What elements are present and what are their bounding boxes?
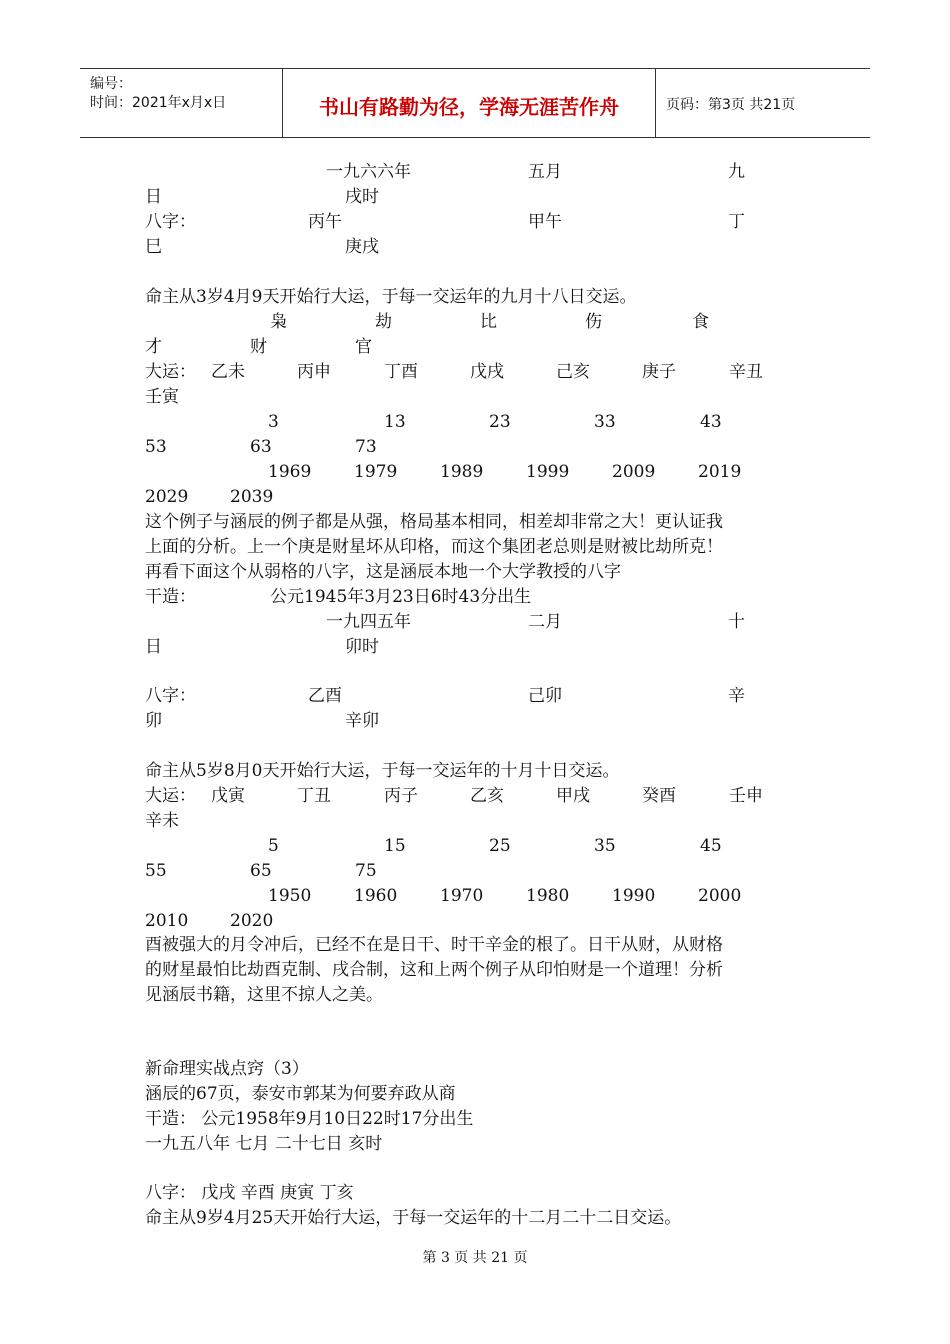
page-header [80,68,870,138]
c1-day-a: 九 [728,162,745,182]
c1-age: 53 [145,437,167,457]
paragraph-line: 这个例子与涵辰的例子都是从强，格局基本相同，相差却非常之大！更认证我 [145,512,723,532]
c1-god-4: 伤 [585,312,602,332]
paragraph-line: 见涵辰书籍，这里不掠人之美。 [145,985,383,1005]
c1-year-start: 2019 [698,462,742,482]
c1-year-start: 2039 [230,487,274,507]
c2-age: 45 [700,836,722,856]
c2-month: 二月 [528,612,562,632]
c2-bazi-label: 八字： [145,686,196,706]
c1-month: 五月 [528,162,562,182]
c2-year-start: 1950 [268,886,312,906]
c1-dayun-6: 庚子 [642,362,676,382]
c1-god-5: 食 [692,312,709,332]
time-label: 时间：2021年x月x日 [90,95,227,111]
c2-dayun-5: 甲戌 [556,786,590,806]
c2-start-line: 命主从5岁8月0天开始行大运，于每一交运年的十月十日交运。 [145,761,620,781]
c2-year-start: 2010 [145,911,189,931]
c2-age: 55 [145,861,167,881]
c2-qianzao-label: 干造： [145,587,196,607]
paragraph-line: 一九五八年 七月 二十七日 亥时 [145,1134,383,1154]
page-info: 页码：第3页 共21页 [666,97,796,113]
c2-age: 75 [355,861,377,881]
c2-year: 一九四五年 [326,612,411,632]
c2-age: 65 [250,861,272,881]
c1-dayun-2: 丙申 [297,362,331,382]
c2-year-start: 1960 [354,886,398,906]
c2-dayun-6: 癸酉 [642,786,676,806]
c1-dayun-label: 大运： [145,362,196,382]
c1-god-6: 才 [145,337,162,357]
c1-age: 23 [489,412,511,432]
c1-year-start: 1989 [440,462,484,482]
c2-age: 25 [489,836,511,856]
c1-dayun-5: 己亥 [556,362,590,382]
header-motto-cell [283,69,656,137]
paragraph-line: 八字： 戊戌 辛酉 庚寅 丁亥 [145,1183,354,1203]
c1-year-start: 1979 [354,462,398,482]
c1-age: 73 [355,437,377,457]
c1-pillar-3a: 丁 [728,212,745,232]
c2-age: 15 [384,836,406,856]
c1-god-3: 比 [480,312,497,332]
c2-year-start: 2020 [230,911,274,931]
c2-day-b: 日 [145,637,162,657]
paragraph-line: 的财星最怕比劫酉克制、戌合制，这和上两个例子从印怕财是一个道理！分析 [145,960,723,980]
paragraph-line: 上面的分析。上一个庚是财星坏从印格，而这个集团老总则是财被比劫所克！ [145,537,723,557]
c1-age: 33 [594,412,616,432]
c2-dayun-8: 辛未 [145,811,179,831]
c1-age: 63 [250,437,272,457]
c2-year-start: 1970 [440,886,484,906]
c2-hour: 卯时 [345,637,379,657]
c1-pillar-2: 甲午 [528,212,562,232]
c1-hour: 戌时 [345,187,379,207]
header-page-cell [656,69,870,137]
c2-dayun-3: 丙子 [384,786,418,806]
c1-age: 43 [700,412,722,432]
c1-age: 13 [384,412,406,432]
c2-age: 35 [594,836,616,856]
c2-year-start: 1980 [526,886,570,906]
c1-pillar-4: 庚戌 [345,237,379,257]
page-footer: 第 3 页 共 21 页 [422,1250,528,1266]
c2-dayun-7: 壬申 [729,786,763,806]
c1-dayun-7: 辛丑 [729,362,763,382]
c1-god-8: 官 [355,337,372,357]
c2-pillar-3b: 卯 [145,711,162,731]
c1-year: 一九六六年 [326,162,411,182]
c1-bazi-label: 八字： [145,212,196,232]
number-label: 编号： [90,76,132,92]
paragraph-line: 命主从9岁4月25天开始行大运，于每一交运年的十二月二十二日交运。 [145,1208,682,1228]
c1-dayun-3: 丁酉 [384,362,418,382]
c1-year-start: 2009 [612,462,656,482]
c1-year-start: 1999 [526,462,570,482]
c2-pillar-1: 乙酉 [308,686,342,706]
c2-year-start: 2000 [698,886,742,906]
motto: 书山有路勤为径，学海无涯苦作舟 [319,95,619,119]
c2-pillar-2: 己卯 [528,686,562,706]
c1-dayun-8: 壬寅 [145,387,179,407]
c1-pillar-1: 丙午 [308,212,342,232]
paragraph-line: 酉被强大的月令冲后，已经不在是日干、时干辛金的根了。日干从财，从财格 [145,935,723,955]
section-title: 新命理实战点窍（3） [145,1059,309,1079]
c2-pillar-4: 辛卯 [345,711,379,731]
c2-dayun-2: 丁丑 [297,786,331,806]
c1-day-b: 日 [145,187,162,207]
c1-dayun-4: 戊戌 [470,362,504,382]
c1-god-1: 枭 [270,312,287,332]
c2-dayun-label: 大运： [145,786,196,806]
c1-year-start: 1969 [268,462,312,482]
paragraph-line: 干造： 公元1958年9月10日22时17分出生 [145,1109,474,1129]
c1-age: 3 [268,412,279,432]
paragraph-line: 再看下面这个从弱格的八字，这是涵辰本地一个大学教授的八字 [145,562,621,582]
c2-qianzao-value: 公元1945年3月23日6时43分出生 [270,587,532,607]
header-meta-cell [80,69,283,137]
c2-age: 5 [268,836,279,856]
c2-pillar-3a: 辛 [728,686,745,706]
c2-year-start: 1990 [612,886,656,906]
c1-pillar-3b: 巳 [145,237,162,257]
c1-god-7: 财 [250,337,267,357]
c2-dayun-4: 乙亥 [470,786,504,806]
c2-day-a: 十 [728,612,745,632]
c2-dayun-1: 戊寅 [211,786,245,806]
c1-year-start: 2029 [145,487,189,507]
c1-start-line: 命主从3岁4月9天开始行大运，于每一交运年的九月十八日交运。 [145,287,637,307]
paragraph-line: 涵辰的67页，泰安市郭某为何要弃政从商 [145,1084,456,1104]
c1-dayun-1: 乙未 [211,362,245,382]
c1-god-2: 劫 [375,312,392,332]
